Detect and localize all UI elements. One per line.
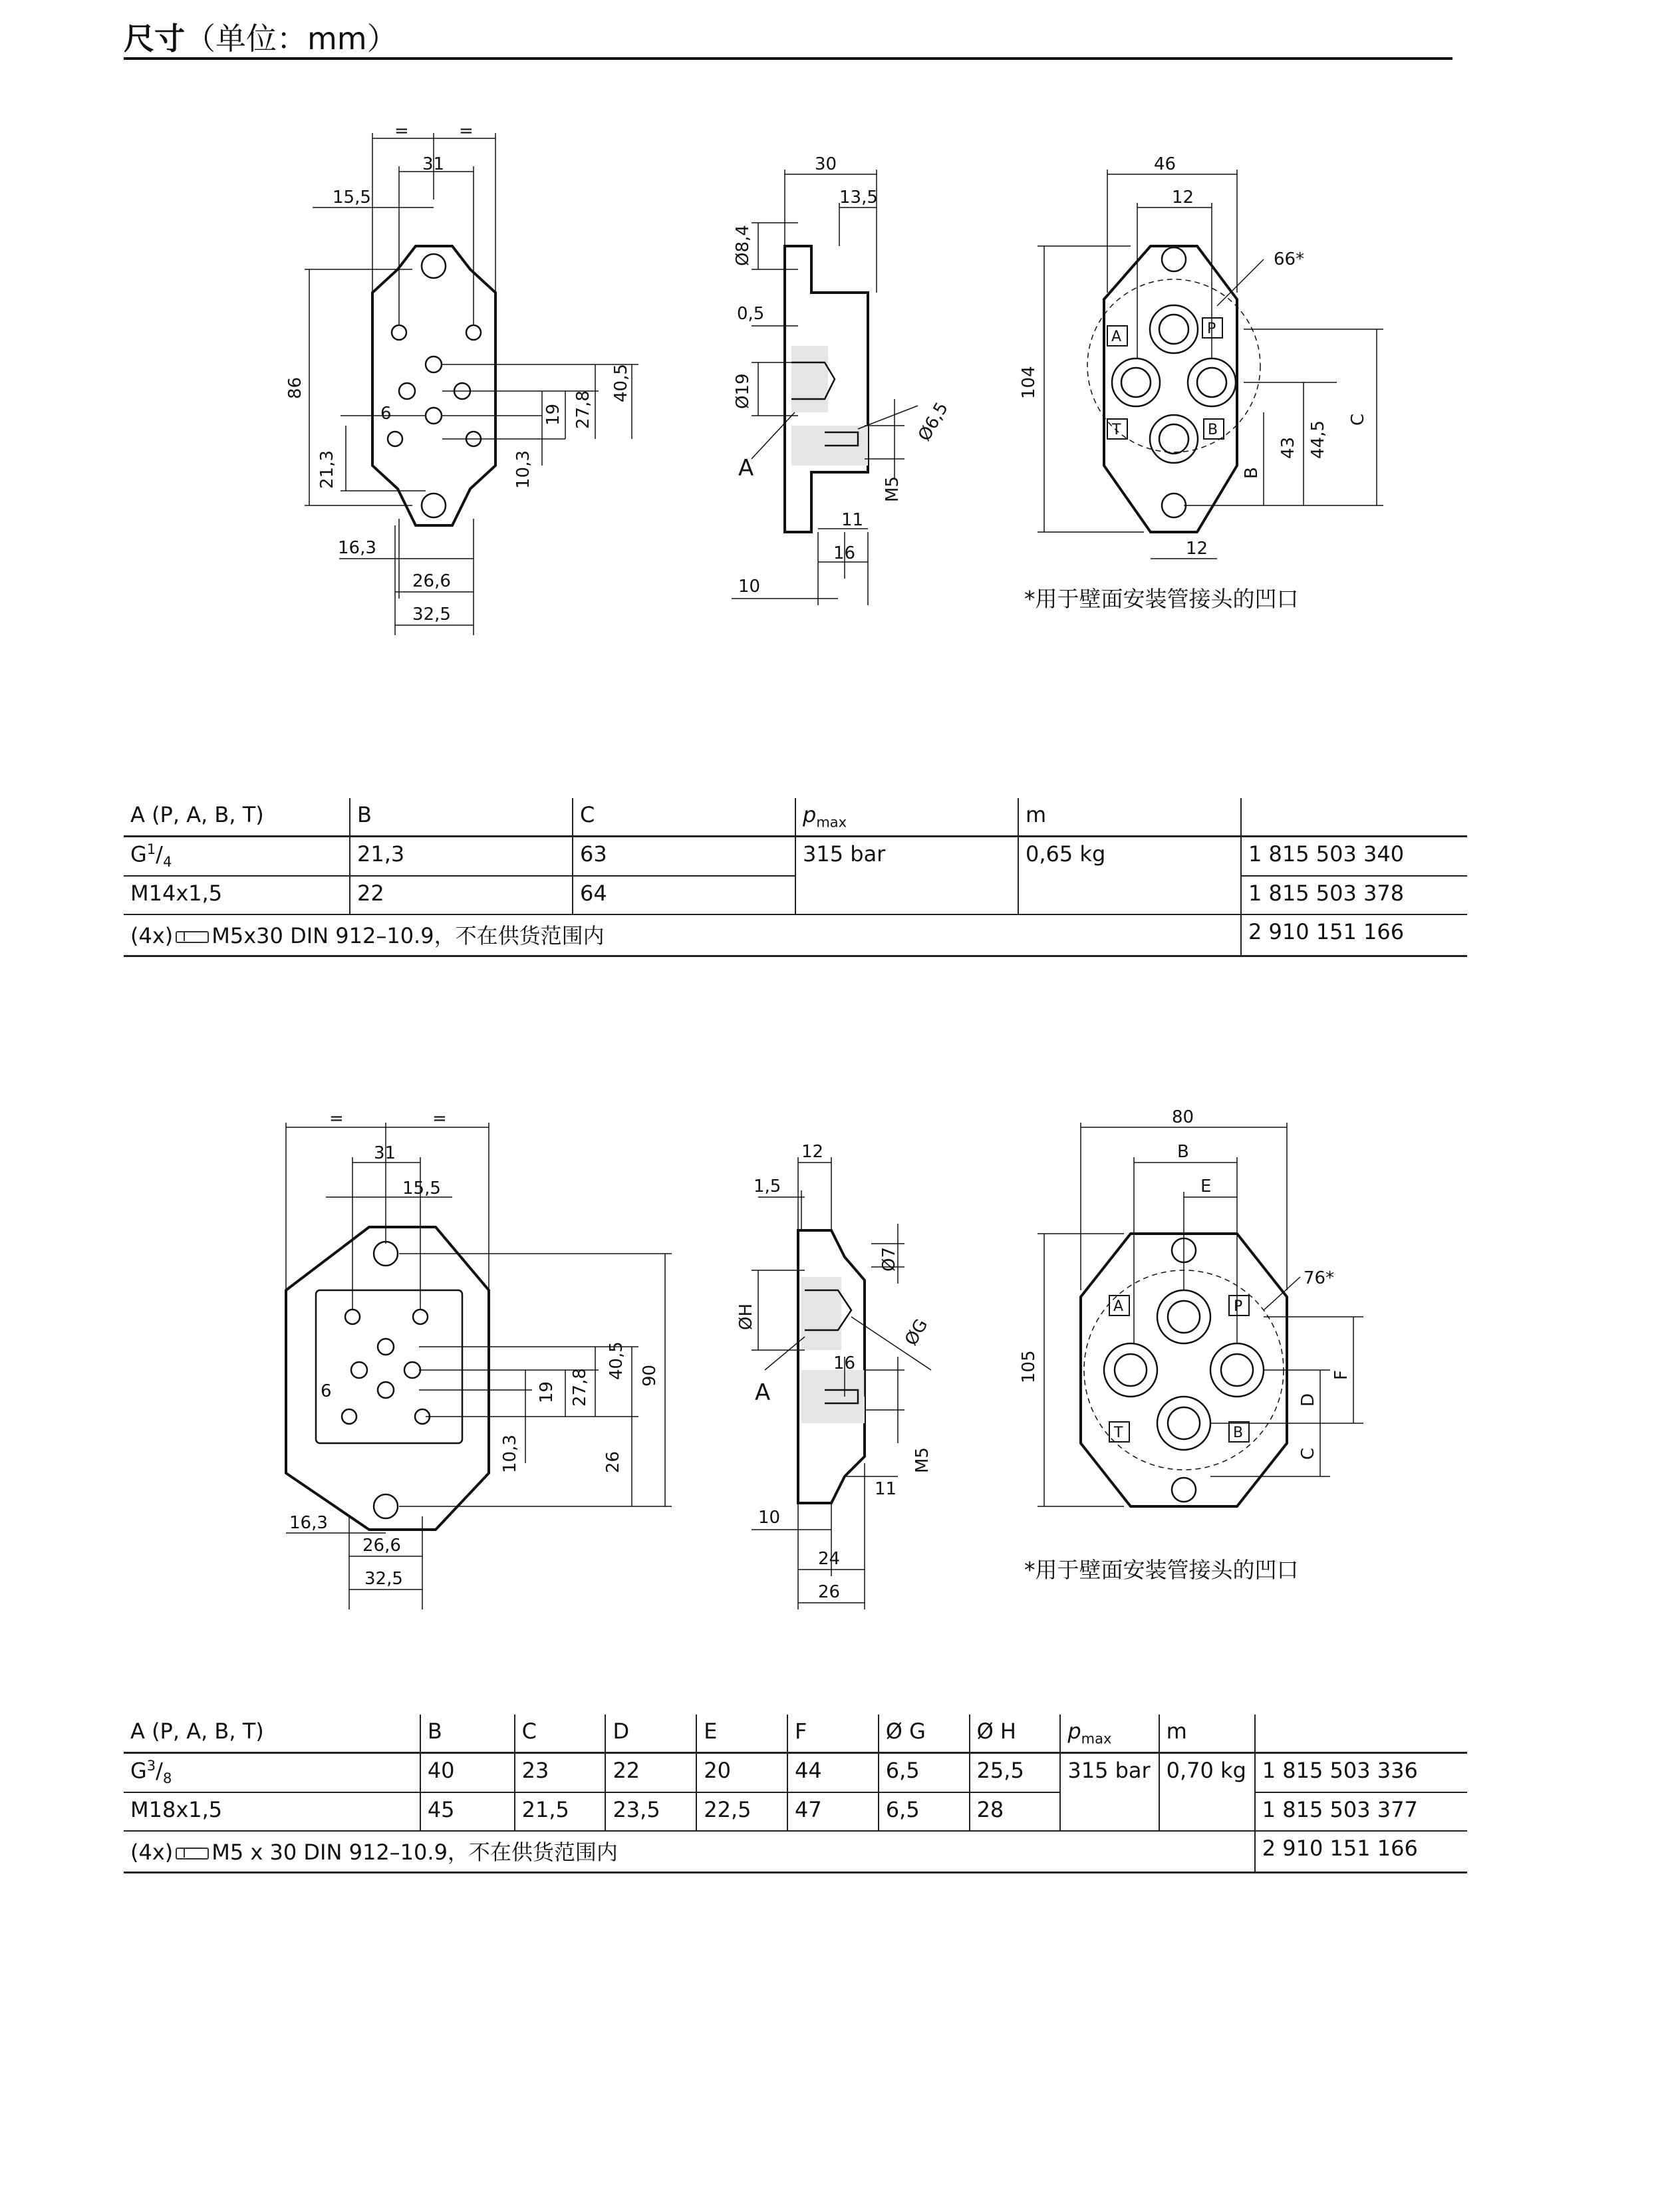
bottom-bolt-cell: (4x) M5 x 30 DIN 912–10.9，不在供货范围内 bbox=[124, 1831, 1255, 1873]
top-table-bolt-row bbox=[124, 914, 1467, 956]
top-eq-left: = bbox=[394, 121, 409, 141]
top-row1-part: 1 815 503 340 bbox=[1241, 837, 1467, 877]
top-dim-31: 31 bbox=[422, 154, 445, 174]
bottom-side-m5: M5 bbox=[912, 1447, 932, 1473]
bottom-dim-163: 16,3 bbox=[289, 1513, 328, 1533]
bottom-side-d7: Ø7 bbox=[879, 1246, 899, 1272]
bottom-th-part bbox=[1255, 1715, 1467, 1753]
top-port-445: 44,5 bbox=[1308, 420, 1328, 459]
bottom-row1-g: 6,5 bbox=[879, 1753, 970, 1793]
bottom-side-A: A bbox=[755, 1379, 771, 1406]
bottom-dim-405: 40,5 bbox=[607, 1341, 626, 1380]
top-th-a: A (P, A, B, T) bbox=[124, 798, 350, 837]
bottom-th-p: $p_{max}$ bbox=[1060, 1715, 1159, 1753]
top-port-label-B: B bbox=[1208, 422, 1218, 438]
top-bolt-cell: (4x) M5x30 DIN 912–10.9，不在供货范围内 bbox=[124, 914, 1241, 956]
top-spec-table bbox=[124, 798, 1467, 957]
bottom-dim-6: 6 bbox=[321, 1381, 332, 1401]
top-port-label-A: A bbox=[1111, 329, 1122, 345]
top-th-c: C bbox=[573, 798, 795, 837]
bottom-port-E: E bbox=[1200, 1176, 1212, 1196]
top-side-d19: Ø19 bbox=[733, 373, 753, 409]
top-port-66: 66* bbox=[1274, 249, 1305, 269]
bottom-row2-b: 45 bbox=[420, 1792, 515, 1831]
top-dim-266: 26,6 bbox=[412, 571, 451, 591]
bottom-side-16: 16 bbox=[833, 1353, 856, 1373]
bottom-table-bolt-row bbox=[124, 1831, 1467, 1873]
top-dim-325: 32,5 bbox=[412, 605, 451, 624]
top-dim-6: 6 bbox=[380, 404, 392, 424]
top-th-part bbox=[1241, 798, 1467, 837]
bottom-row2-part: 1 815 503 377 bbox=[1255, 1792, 1467, 1831]
bottom-drawings bbox=[0, 1091, 1660, 1756]
top-dim-103: 10,3 bbox=[513, 450, 533, 489]
top-th-b: B bbox=[350, 798, 573, 837]
bottom-row2-e: 22,5 bbox=[696, 1792, 787, 1831]
top-bolt-part: 2 910 151 166 bbox=[1241, 914, 1467, 956]
bottom-row1-h: 25,5 bbox=[970, 1753, 1061, 1793]
bottom-row1-c: 23 bbox=[515, 1753, 606, 1793]
bottom-row2-h: 28 bbox=[970, 1792, 1061, 1831]
bottom-row1-b: 40 bbox=[420, 1753, 515, 1793]
top-side-30: 30 bbox=[815, 154, 837, 174]
top-dim-213: 21,3 bbox=[317, 450, 337, 489]
bottom-table-header-row bbox=[124, 1715, 1467, 1753]
bottom-port-B: B bbox=[1177, 1142, 1189, 1162]
bolt-icon bbox=[176, 931, 209, 943]
top-note: *用于壁面安装管接头的凹口 bbox=[1024, 586, 1299, 612]
top-th-p: $p_{max}$ bbox=[795, 798, 1018, 837]
bottom-side-11: 11 bbox=[875, 1479, 897, 1499]
bottom-side-dH: ØH bbox=[736, 1303, 756, 1330]
top-side-A: A bbox=[738, 455, 754, 482]
bottom-th-h: Ø H bbox=[970, 1715, 1061, 1753]
bottom-th-c: C bbox=[515, 1715, 606, 1753]
bottom-eq-right: = bbox=[432, 1109, 447, 1129]
heading-rest: （单位：mm） bbox=[185, 21, 398, 57]
top-port-C: C bbox=[1348, 413, 1368, 426]
bottom-spec-table bbox=[124, 1715, 1467, 1873]
bottom-dim-19: 19 bbox=[537, 1381, 557, 1403]
top-dim-405: 40,5 bbox=[611, 364, 631, 402]
bottom-dim-325: 32,5 bbox=[364, 1569, 403, 1589]
bottom-th-f: F bbox=[787, 1715, 879, 1753]
bottom-side-15: 1,5 bbox=[754, 1176, 781, 1196]
bottom-th-a: A (P, A, B, T) bbox=[124, 1715, 420, 1753]
bottom-dim-155: 15,5 bbox=[402, 1178, 441, 1198]
bottom-table-row-1 bbox=[124, 1753, 1467, 1793]
top-dim-163: 16,3 bbox=[338, 538, 376, 558]
bottom-row1-m: 0,70 kg bbox=[1159, 1753, 1255, 1832]
bottom-port-76: 76* bbox=[1304, 1268, 1335, 1288]
bottom-dim-266: 26,6 bbox=[362, 1536, 401, 1556]
top-table-row-1 bbox=[124, 837, 1467, 877]
bottom-dim-26: 26 bbox=[603, 1451, 623, 1473]
bottom-th-m: m bbox=[1159, 1715, 1255, 1753]
bottom-port-105: 105 bbox=[1019, 1350, 1039, 1383]
bottom-dim-90: 90 bbox=[640, 1364, 660, 1387]
top-port-label-P: P bbox=[1207, 321, 1216, 337]
top-dim-19: 19 bbox=[543, 403, 563, 426]
bottom-th-e: E bbox=[696, 1715, 787, 1753]
top-dim-278: 27,8 bbox=[573, 390, 593, 429]
top-front-dimlines bbox=[305, 133, 638, 635]
top-front-plate bbox=[372, 246, 495, 525]
top-row1-m: 0,65 kg bbox=[1018, 837, 1241, 915]
top-table-header-row bbox=[124, 798, 1467, 837]
bottom-port-D: D bbox=[1298, 1393, 1318, 1407]
bottom-row1-a: $G^3/_8$ bbox=[124, 1753, 420, 1793]
bottom-bolt-part: 2 910 151 166 bbox=[1255, 1831, 1467, 1873]
bottom-row1-part: 1 815 503 336 bbox=[1255, 1753, 1467, 1793]
bottom-row2-f: 47 bbox=[787, 1792, 879, 1831]
bottom-row1-f: 44 bbox=[787, 1753, 879, 1793]
bottom-row2-c: 21,5 bbox=[515, 1792, 606, 1831]
bottom-eq-left: = bbox=[329, 1109, 344, 1129]
top-side-m5: M5 bbox=[883, 476, 902, 502]
top-row1-b: 21,3 bbox=[350, 837, 573, 877]
bottom-side-10: 10 bbox=[758, 1508, 781, 1528]
top-port-label-T: T bbox=[1112, 422, 1121, 438]
top-row1-p: 315 bar bbox=[795, 837, 1018, 915]
top-dim-155: 15,5 bbox=[333, 188, 371, 207]
bottom-row2-a: M18x1,5 bbox=[124, 1792, 420, 1831]
bottom-side-26: 26 bbox=[818, 1582, 841, 1602]
bottom-dim-278: 27,8 bbox=[570, 1368, 590, 1407]
top-port-12a: 12 bbox=[1172, 188, 1194, 207]
bottom-row1-p: 315 bar bbox=[1060, 1753, 1159, 1832]
top-side-view bbox=[785, 246, 868, 532]
bottom-side-24: 24 bbox=[818, 1549, 841, 1569]
top-eq-right: = bbox=[459, 121, 474, 141]
top-port-104: 104 bbox=[1019, 366, 1039, 399]
top-row1-c: 63 bbox=[573, 837, 795, 877]
top-row2-c: 64 bbox=[573, 876, 795, 914]
top-row2-part: 1 815 503 378 bbox=[1241, 876, 1467, 914]
bottom-row2-d: 23,5 bbox=[605, 1792, 696, 1831]
top-row1-a: $G^1/_4$ bbox=[124, 837, 350, 877]
top-port-12b: 12 bbox=[1186, 539, 1208, 559]
bottom-side-12: 12 bbox=[801, 1142, 824, 1162]
bottom-port-label-P: P bbox=[1234, 1298, 1243, 1315]
top-side-11: 11 bbox=[841, 510, 864, 530]
bolt-icon bbox=[176, 1848, 209, 1860]
bottom-table-row-2 bbox=[124, 1792, 1467, 1831]
bottom-th-b: B bbox=[420, 1715, 515, 1753]
bottom-port-label-T: T bbox=[1114, 1425, 1123, 1441]
bottom-dim-31: 31 bbox=[374, 1143, 396, 1163]
top-row2-a: M14x1,5 bbox=[124, 876, 350, 914]
top-dim-86: 86 bbox=[285, 376, 305, 399]
top-port-dimlines bbox=[1038, 170, 1383, 559]
bottom-row1-e: 20 bbox=[696, 1753, 787, 1793]
bottom-port-label-B: B bbox=[1233, 1425, 1244, 1441]
bottom-port-C: C bbox=[1298, 1447, 1318, 1460]
top-side-d84: Ø8,4 bbox=[733, 225, 753, 266]
bottom-front-plate bbox=[286, 1227, 489, 1530]
top-side-05: 0,5 bbox=[737, 304, 765, 324]
top-drawings bbox=[0, 0, 1660, 665]
bottom-row2-g: 6,5 bbox=[879, 1792, 970, 1831]
top-row2-b: 22 bbox=[350, 876, 573, 914]
bottom-row1-d: 22 bbox=[605, 1753, 696, 1793]
top-side-135: 13,5 bbox=[839, 188, 878, 207]
bottom-note: *用于壁面安装管接头的凹口 bbox=[1024, 1557, 1299, 1583]
top-side-d65: Ø6,5 bbox=[914, 398, 952, 445]
top-th-m: m bbox=[1018, 798, 1241, 837]
top-port-46: 46 bbox=[1154, 154, 1176, 174]
bottom-port-label-A: A bbox=[1113, 1298, 1124, 1315]
heading-bold: 尺寸 bbox=[124, 21, 185, 57]
bottom-th-d: D bbox=[605, 1715, 696, 1753]
top-side-16: 16 bbox=[833, 543, 856, 563]
top-port-B: B bbox=[1242, 467, 1262, 479]
top-port-43: 43 bbox=[1278, 436, 1298, 459]
top-side-10: 10 bbox=[738, 577, 761, 597]
bottom-th-g: Ø G bbox=[879, 1715, 970, 1753]
bottom-dim-103: 10,3 bbox=[500, 1435, 520, 1473]
bottom-side-dG: ØG bbox=[901, 1315, 932, 1349]
bottom-port-80: 80 bbox=[1172, 1107, 1194, 1127]
bottom-port-F: F bbox=[1331, 1370, 1351, 1380]
